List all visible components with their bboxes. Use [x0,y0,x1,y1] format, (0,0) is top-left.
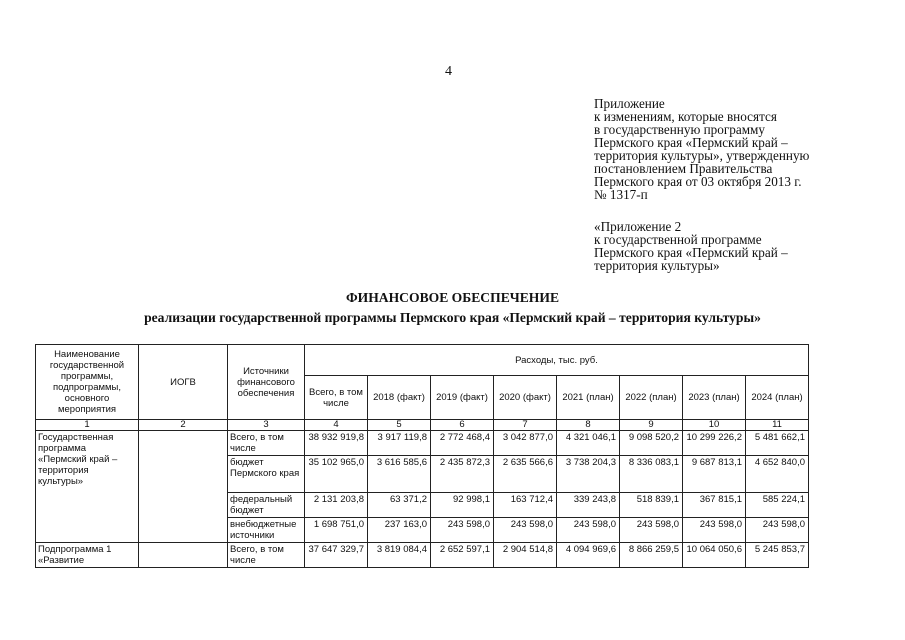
appendix-line: в государственную программу [594,122,765,137]
source-cell: федеральный бюджет [228,493,305,518]
value-cell: 243 598,0 [494,518,557,543]
value-cell: 2 652 597,1 [431,543,494,568]
value-cell: 4 094 969,6 [557,543,620,568]
appendix-line: к изменениям, которые вносятся [594,109,777,124]
header-col: 2022 (план) [620,376,683,420]
value-cell: 4 652 840,0 [746,456,809,493]
index-cell: 7 [494,420,557,431]
appendix-line: Пермского края от 03 октября 2013 г. [594,174,802,189]
value-cell: 8 336 083,1 [620,456,683,493]
source-cell: Всего, в том числе [228,431,305,456]
index-cell: 1 [36,420,139,431]
value-cell: 2 772 468,4 [431,431,494,456]
value-cell: 8 866 259,5 [620,543,683,568]
appendix-line: постановлением Правительства [594,161,773,176]
index-cell: 6 [431,420,494,431]
value-cell: 243 598,0 [431,518,494,543]
header-row [36,345,809,376]
value-cell: 243 598,0 [557,518,620,543]
value-cell: 3 042 877,0 [494,431,557,456]
value-cell: 2 904 514,8 [494,543,557,568]
document-subtitle: реализации государственной программы Пермского края «Пермский край – территория культуры» [144,310,761,325]
header-col: 2024 (план) [746,376,809,420]
value-cell: 38 932 919,8 [305,431,368,456]
financing-table [35,344,809,568]
value-cell: 243 598,0 [620,518,683,543]
value-cell: 5 481 662,1 [746,431,809,456]
header-col: 2018 (факт) [368,376,431,420]
value-cell: 518 839,1 [620,493,683,518]
value-cell: 163 712,4 [494,493,557,518]
appendix-line: Пермского края «Пермский край – [594,135,788,150]
appendix2-line: Пермского края «Пермский край – [594,245,788,260]
index-cell: 4 [305,420,368,431]
subprogram-iogv [139,543,228,568]
appendix-note [594,97,894,201]
index-cell: 8 [557,420,620,431]
value-cell: 1 698 751,0 [305,518,368,543]
header-col: Всего, в том числе [305,376,368,420]
header-expenses: Расходы, тыс. руб. [305,345,809,376]
table-row [36,431,809,456]
index-cell: 10 [683,420,746,431]
header-iogv: ИОГВ [139,345,228,420]
appendix2-line: к государственной программе [594,232,762,247]
value-cell: 92 998,1 [431,493,494,518]
value-cell: 339 243,8 [557,493,620,518]
index-cell: 2 [139,420,228,431]
header-name: Наименование государственной программы, подпрограммы, основного мероприятия [36,345,139,420]
index-cell: 3 [228,420,305,431]
appendix2-line: «Приложение 2 [594,219,682,234]
value-cell: 237 163,0 [368,518,431,543]
value-cell: 5 245 853,7 [746,543,809,568]
index-cell: 5 [368,420,431,431]
value-cell: 9 687 813,1 [683,456,746,493]
page-number: 4 [445,64,452,79]
value-cell: 585 224,1 [746,493,809,518]
source-cell: бюджет Пермского края [228,456,305,493]
header-col: 2019 (факт) [431,376,494,420]
header-col: 2021 (план) [557,376,620,420]
value-cell: 10 064 050,6 [683,543,746,568]
value-cell: 10 299 226,2 [683,431,746,456]
value-cell: 3 819 084,4 [368,543,431,568]
appendix-line: территория культуры», утвержденную [594,148,810,163]
value-cell: 243 598,0 [746,518,809,543]
header-source: Источники финансового обеспечения [228,345,305,420]
source-cell: внебюджетные источники [228,518,305,543]
index-cell: 11 [746,420,809,431]
appendix2-note [594,220,894,272]
value-cell: 4 321 046,1 [557,431,620,456]
header-col: 2020 (факт) [494,376,557,420]
value-cell: 35 102 965,0 [305,456,368,493]
source-cell: Всего, в том числе [228,543,305,568]
value-cell: 243 598,0 [683,518,746,543]
subprogram-name: Подпрограмма 1 «Развитие [36,543,139,568]
program-name: Государственная программа «Пермский край – территория культуры» [36,431,139,543]
value-cell: 3 738 204,3 [557,456,620,493]
value-cell: 2 131 203,8 [305,493,368,518]
appendix2-line: территория культуры» [594,258,720,273]
value-cell: 3 917 119,8 [368,431,431,456]
value-cell: 2 635 566,6 [494,456,557,493]
program-iogv [139,431,228,543]
table-row [36,543,809,568]
appendix-line: № 1317-п [594,187,648,202]
value-cell: 2 435 872,3 [431,456,494,493]
appendix-line: Приложение [594,96,665,111]
document-title: ФИНАНСОВОЕ ОБЕСПЕЧЕНИЕ [345,290,560,305]
header-col: 2023 (план) [683,376,746,420]
value-cell: 37 647 329,7 [305,543,368,568]
value-cell: 367 815,1 [683,493,746,518]
index-row [36,420,809,431]
value-cell: 3 616 585,6 [368,456,431,493]
index-cell: 9 [620,420,683,431]
value-cell: 9 098 520,2 [620,431,683,456]
value-cell: 63 371,2 [368,493,431,518]
